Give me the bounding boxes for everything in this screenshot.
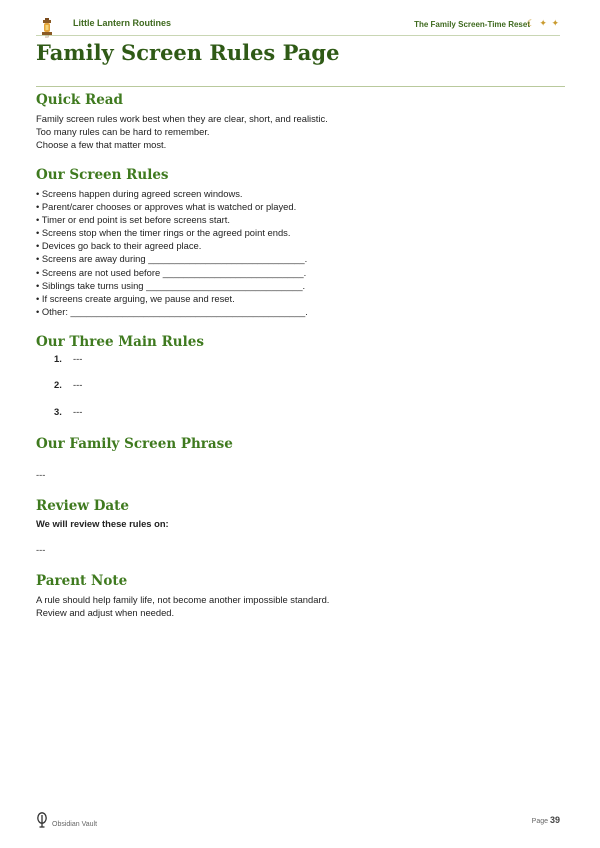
page-number <box>532 815 560 825</box>
svg-text:LLR: LLR <box>45 35 49 38</box>
list-item-fill-in[interactable]: • Siblings take turns using ______________________________. <box>36 279 306 291</box>
list-item-fill-in[interactable]: • Other: _____________________________________________. <box>36 305 308 317</box>
numbered-rule[interactable] <box>54 379 82 405</box>
rule-text: --- <box>73 379 83 391</box>
title-divider <box>36 86 565 87</box>
list-item: • Parent/carer chooses or approves what is watched or played. <box>36 201 297 213</box>
screen-rules-heading: Our Screen Rules <box>36 167 169 183</box>
three-rules-heading: Our Three Main Rules <box>36 334 204 350</box>
list-item: • Screens stop when the timer rings or the agreed point ends. <box>36 227 291 239</box>
quick-read-line: Too many rules can be hard to remember. <box>36 126 210 138</box>
list-item: • Screens happen during agreed screen windows. <box>36 188 243 199</box>
page-title: Family Screen Rules Page <box>36 40 340 65</box>
rule-number: 2. <box>54 379 62 391</box>
list-item: • Devices go back to their agreed place. <box>36 240 202 252</box>
phrase-value[interactable]: --- <box>36 469 46 480</box>
rule-text: --- <box>73 405 83 417</box>
quick-read-heading: Quick Read <box>36 92 123 108</box>
page-label: Page <box>531 818 549 825</box>
header-document-title: The Family Screen-Time Reset <box>414 20 530 29</box>
list-item: • If screens create arguing, we pause and reset. <box>36 292 235 304</box>
screen-rules-list <box>36 187 308 318</box>
header-brand: Little Lantern Routines <box>73 18 172 28</box>
parent-note-line: A rule should help family life, not become another impossible standard. <box>36 594 330 605</box>
lantern-logo-icon <box>40 18 54 38</box>
review-date-heading: Review Date <box>36 498 129 514</box>
obsidian-vault-logo-icon <box>36 812 48 828</box>
rule-text: --- <box>73 353 83 364</box>
parent-note-heading: Parent Note <box>36 573 128 589</box>
list-item-fill-in[interactable]: • Screens are not used before ___________________________. <box>36 266 307 278</box>
rule-number: 1. <box>54 353 62 364</box>
moon-stars-icon: ☾ ✦ ✦ <box>526 18 560 28</box>
parent-note-line: Review and adjust when needed. <box>36 607 175 619</box>
three-rules-list <box>54 353 82 432</box>
rule-number: 3. <box>54 405 62 417</box>
review-date-label: We will review these rules on: <box>36 518 169 529</box>
footer-brand: Obsidian Vault <box>52 821 98 828</box>
page-number-value: 39 <box>549 815 560 825</box>
quick-read-line: Family screen rules work best when they are clear, short, and realistic. <box>36 113 328 124</box>
quick-read-text <box>36 112 328 151</box>
list-item-fill-in[interactable]: • Screens are away during ______________________________. <box>36 253 308 265</box>
review-date-value[interactable]: --- <box>36 544 46 555</box>
numbered-rule[interactable] <box>54 406 82 432</box>
page-header <box>36 14 560 36</box>
list-item: • Timer or end point is set before screens start. <box>36 214 230 226</box>
phrase-heading: Our Family Screen Phrase <box>36 436 233 452</box>
parent-note-text <box>36 593 329 619</box>
numbered-rule[interactable] <box>54 353 82 379</box>
quick-read-line: Choose a few that matter most. <box>36 139 167 151</box>
